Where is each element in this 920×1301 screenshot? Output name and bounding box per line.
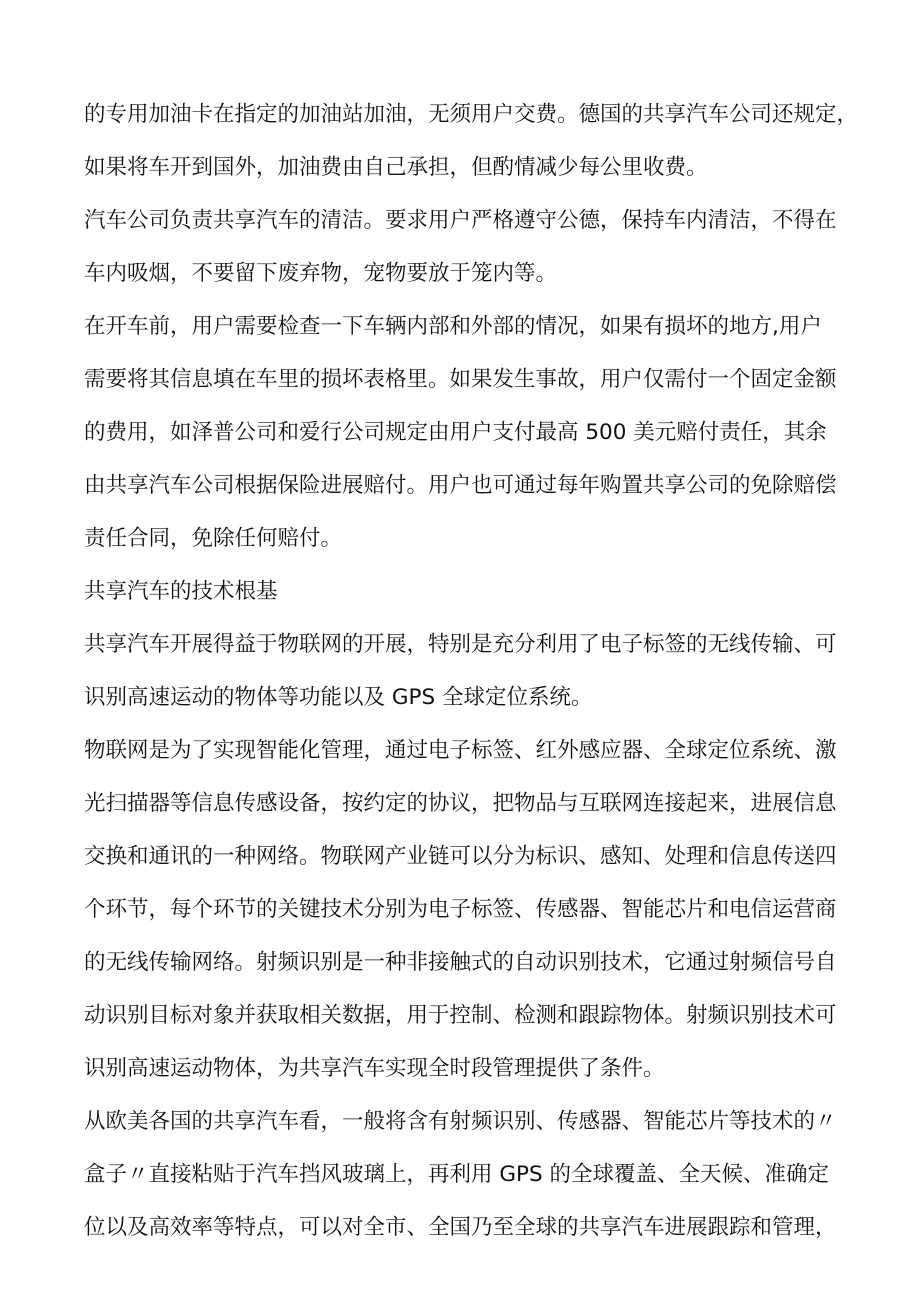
text-line: 从欧美各国的共享汽车看，一般将含有射频识别、传感器、智能芯片等技术的〃 [84, 1109, 837, 1134]
text-line: 由共享汽车公司根据保险进展赔付。用户也可通过每年购置共享公司的免除赔偿 [84, 473, 837, 498]
text-line: 识别高速运动物体，为共享汽车实现全时段管理提供了条件。 [84, 1056, 665, 1081]
text-line: 共享汽车开展得益于物联网的开展，特别是充分利用了电子标签的无线传输、可 [84, 632, 837, 657]
text-line: 识别高速运动的物体等功能以及 GPS 全球定位系统。 [84, 685, 593, 710]
text-line: 的专用加油卡在指定的加油站加油，无须用户交费。德国的共享汽车公司还规定， [84, 102, 859, 127]
text-line: 物联网是为了实现智能化管理，通过电子标签、红外感应器、全球定位系统、激 [84, 738, 837, 763]
text-line: 动识别目标对象并获取相关数据，用于控制、检测和跟踪物体。射频识别技术可 [84, 1003, 837, 1028]
text-line: 汽车公司负责共享汽车的清洁。要求用户严格遵守公德，保持车内清洁，不得在 [84, 208, 837, 233]
text-line: 光扫描器等信息传感设备，按约定的协议，把物品与互联网连接起来，进展信息 [84, 791, 837, 816]
text-line: 的无线传输网络。射频识别是一种非接触式的自动识别技术，它通过射频信号自 [84, 950, 837, 975]
text-line: 交换和通讯的一种网络。物联网产业链可以分为标识、感知、处理和信息传送四 [84, 844, 837, 869]
text-line: 如果将车开到国外，加油费由自己承担，但酌情减少每公里收费。 [84, 155, 708, 180]
section-heading: 共享汽车的技术根基 [84, 579, 278, 604]
text-line: 位以及高效率等特点，可以对全市、全国乃至全球的共享汽车进展跟踪和管理， [84, 1215, 837, 1240]
text-line: 的费用，如泽普公司和爱行公司规定由用户支付最高 500 美元赔付责任，其余 [84, 420, 827, 445]
document-body [84, 88, 859, 1254]
text-line: 责任合同，免除任何赔付。 [84, 526, 343, 551]
text-line: 盒子〃直接粘贴于汽车挡风玻璃上，再利用 GPS 的全球覆盖、全天候、准确定 [84, 1162, 829, 1187]
text-line: 在开车前，用户需要检查一下车辆内部和外部的情况，如果有损坏的地方,用户 [84, 314, 822, 339]
text-line: 需要将其信息填在车里的损坏表格里。如果发生事故，用户仅需付一个固定金额 [84, 367, 837, 392]
text-line: 车内吸烟，不要留下废弃物，宠物要放于笼内等。 [84, 261, 558, 286]
text-line: 个环节，每个环节的关键技术分别为电子标签、传感器、智能芯片和电信运营商 [84, 897, 837, 922]
